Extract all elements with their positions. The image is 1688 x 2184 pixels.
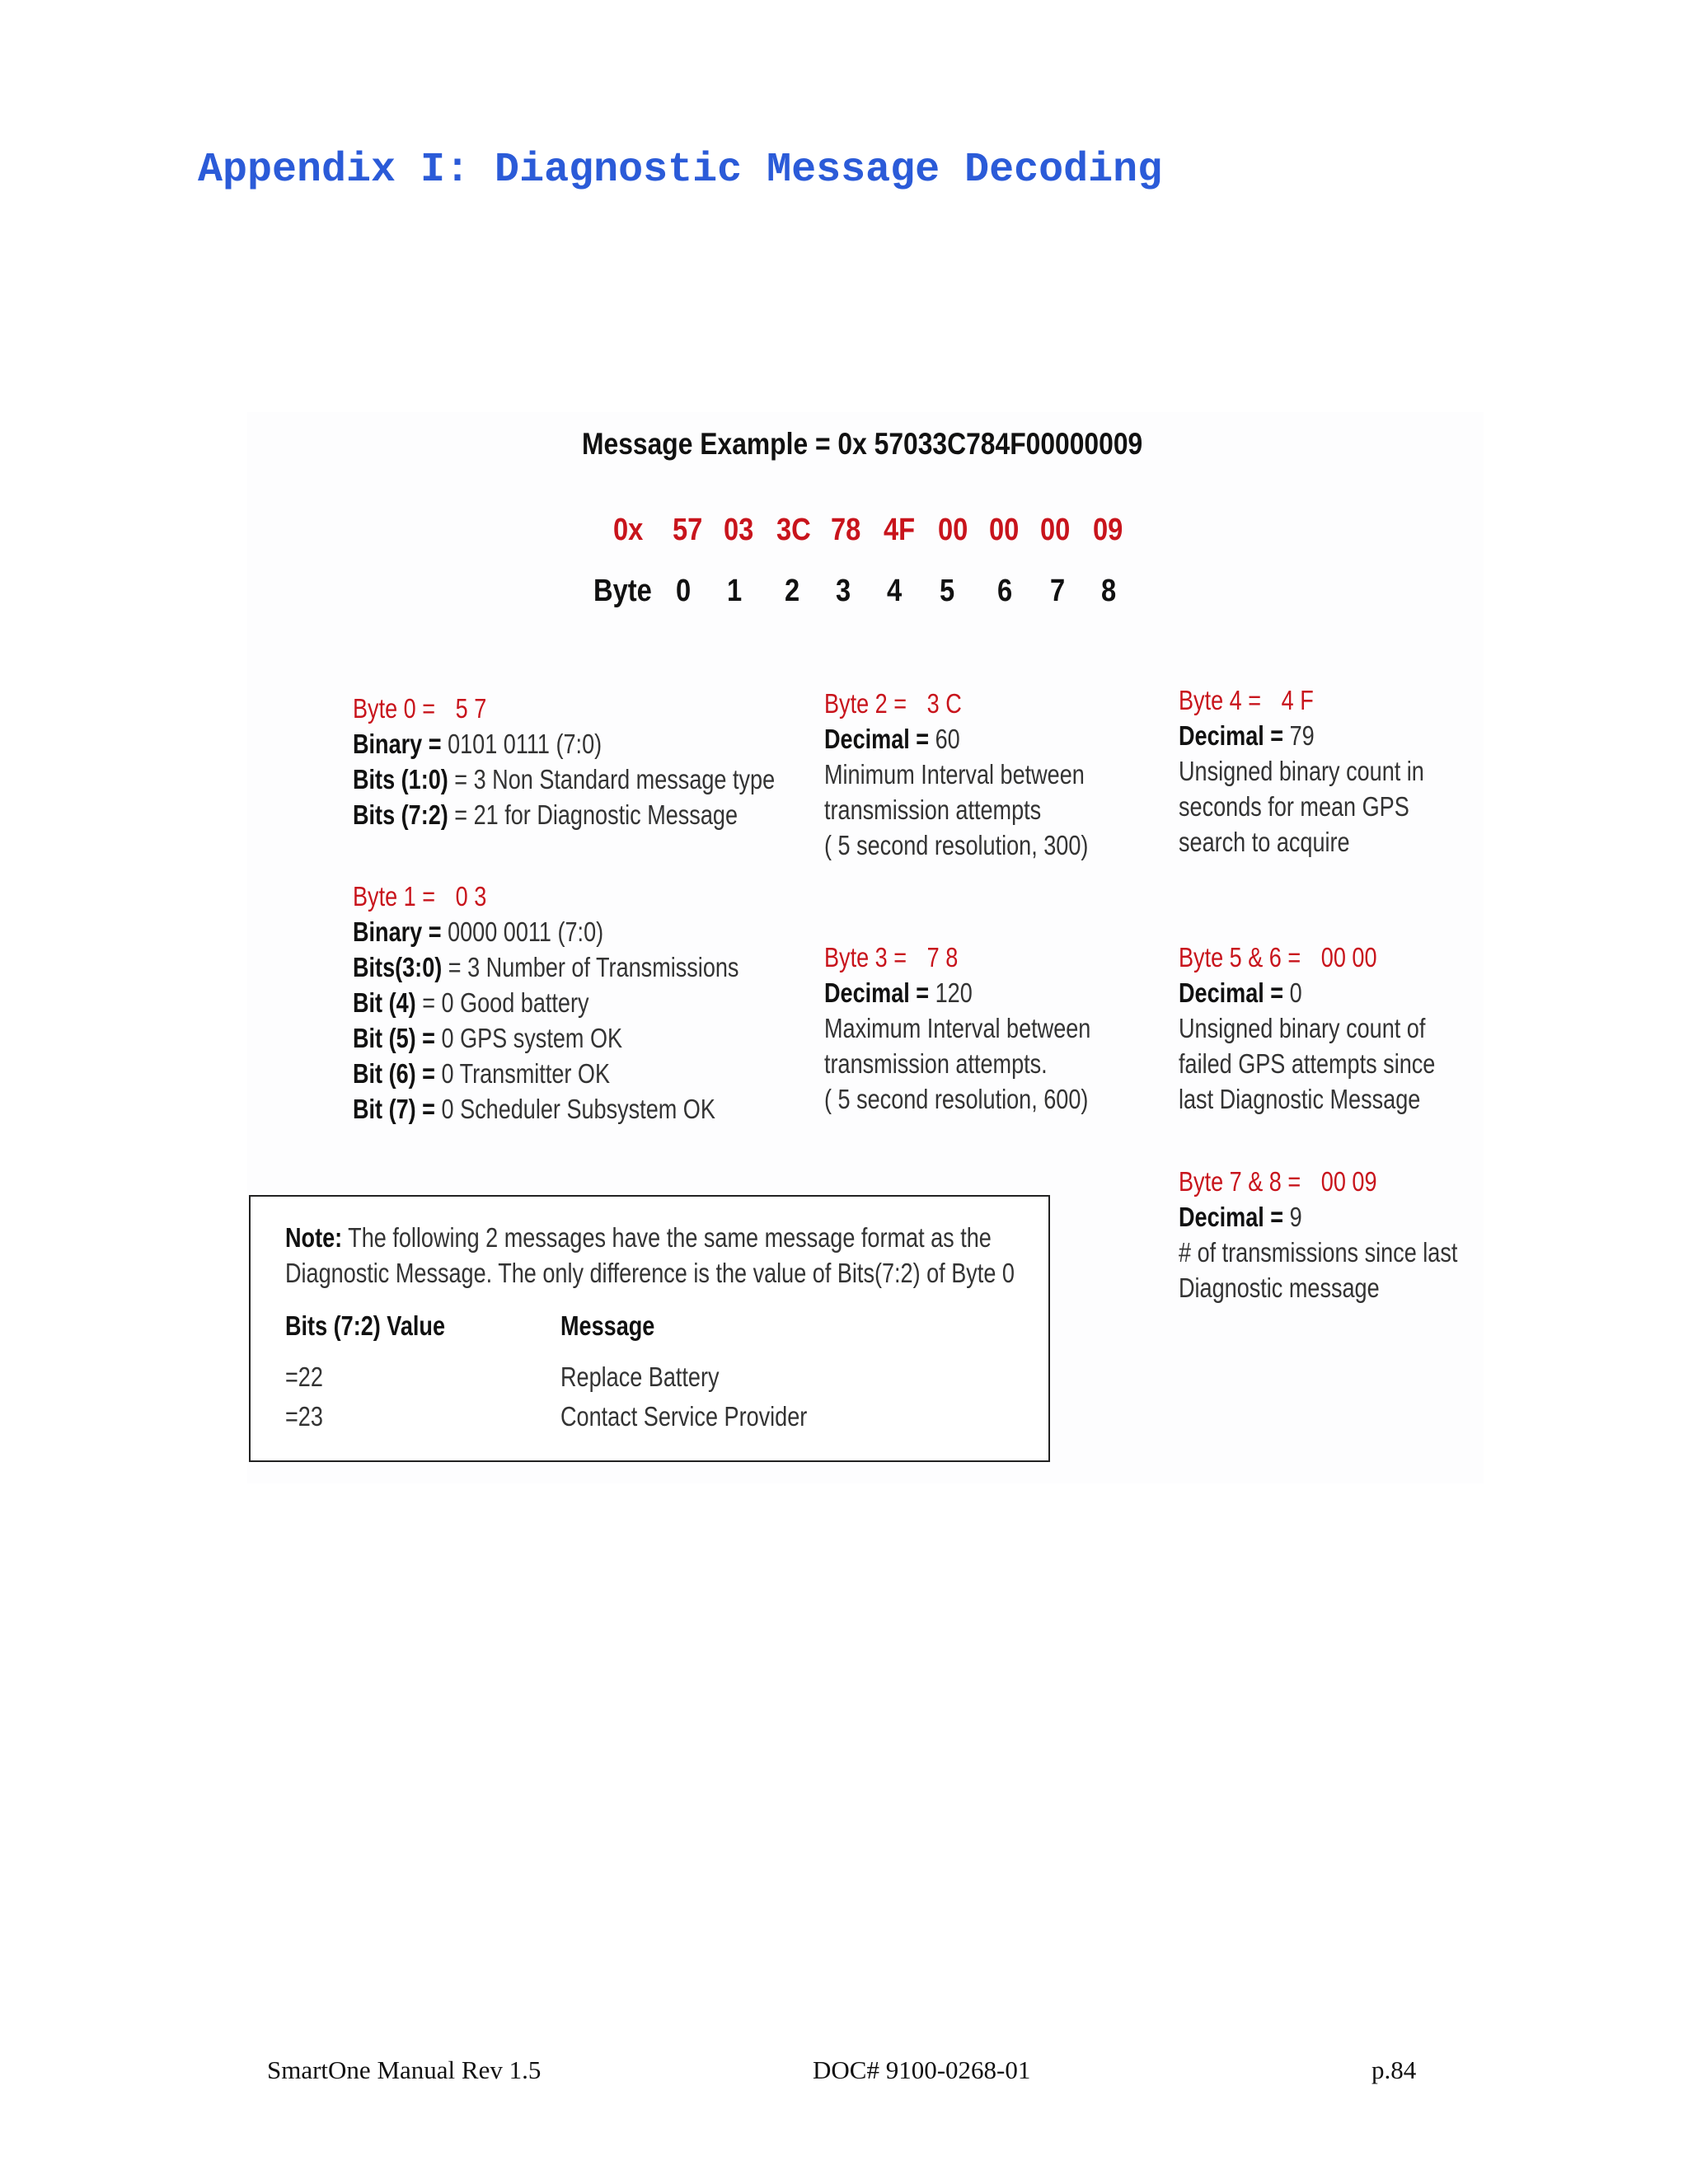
description-line: ( 5 second resolution, 600) bbox=[824, 1084, 1089, 1114]
byte-number: 3 bbox=[836, 574, 851, 608]
binary-label: Binary = bbox=[353, 729, 442, 759]
byte7-8-value: 00 09 bbox=[1320, 1166, 1377, 1197]
bit-text: = 0 Good battery bbox=[422, 987, 589, 1018]
bits-text: = 3 Number of Transmissions bbox=[448, 952, 739, 982]
decimal-value: 60 bbox=[935, 724, 960, 754]
decimal-label: Decimal = bbox=[1179, 720, 1284, 751]
binary-value: 0101 0111 (7:0) bbox=[448, 729, 603, 759]
description-line: Diagnostic message bbox=[1179, 1272, 1380, 1303]
decimal-value: 120 bbox=[935, 977, 973, 1008]
byte-number: 1 bbox=[727, 574, 743, 608]
byte5-6-label: Byte 5 & 6 = bbox=[1179, 942, 1301, 972]
bit-text: 0 Scheduler Subsystem OK bbox=[441, 1094, 715, 1124]
byte-number: 2 bbox=[785, 574, 800, 608]
description-line: Unsigned binary count in bbox=[1179, 756, 1424, 786]
byte2-value: 3 C bbox=[926, 688, 962, 719]
decimal-label: Decimal = bbox=[1179, 1202, 1284, 1232]
byte0-label: Byte 0 = bbox=[353, 693, 436, 724]
byte-number: 8 bbox=[1101, 574, 1117, 608]
byte4-value: 4 F bbox=[1281, 685, 1314, 715]
note-column-header: Message bbox=[560, 1310, 655, 1341]
hex-byte: 3C bbox=[776, 513, 811, 547]
note-text bbox=[285, 1220, 1015, 1291]
hex-byte: 03 bbox=[724, 513, 754, 547]
bits-label: Bits(3:0) bbox=[353, 952, 443, 982]
byte2-label: Byte 2 = bbox=[824, 688, 907, 719]
hex-byte: 00 bbox=[1040, 513, 1071, 547]
hex-byte: 09 bbox=[1093, 513, 1123, 547]
byte-number: 7 bbox=[1050, 574, 1066, 608]
byte4-label: Byte 4 = bbox=[1179, 685, 1262, 715]
description-line: ( 5 second resolution, 300) bbox=[824, 830, 1089, 860]
note-box bbox=[249, 1195, 1050, 1462]
note-line: Diagnostic Message. The only difference is the value of Bits(7:2) of Byte 0 bbox=[285, 1258, 1015, 1288]
footer-manual-revision: SmartOne Manual Rev 1.5 bbox=[267, 2055, 542, 2084]
description-line: # of transmissions since last bbox=[1179, 1237, 1458, 1268]
binary-label: Binary = bbox=[353, 916, 442, 947]
decimal-label: Decimal = bbox=[824, 977, 930, 1008]
byte7-8-label: Byte 7 & 8 = bbox=[1179, 1166, 1301, 1197]
note-row-message: Contact Service Provider bbox=[560, 1401, 808, 1432]
binary-value: 0000 0011 (7:0) bbox=[448, 916, 604, 947]
message-example-title: Message Example = 0x 57033C784F00000009 bbox=[582, 427, 1143, 461]
byte1-decoding bbox=[353, 879, 738, 1127]
note-column-header: Bits (7:2) Value bbox=[285, 1310, 445, 1341]
bits-label: Bits (1:0) bbox=[353, 764, 448, 794]
decimal-value: 9 bbox=[1289, 1202, 1302, 1232]
byte0-decoding bbox=[353, 691, 775, 832]
byte-label: Byte bbox=[593, 574, 652, 608]
note-row-value: =23 bbox=[285, 1401, 323, 1432]
byte3-decoding bbox=[824, 940, 1090, 1117]
bit-label: Bit (7) = bbox=[353, 1094, 435, 1124]
hex-prefix: 0x bbox=[613, 513, 644, 547]
hex-byte: 57 bbox=[673, 513, 703, 547]
hex-byte: 00 bbox=[989, 513, 1020, 547]
description-line: last Diagnostic Message bbox=[1179, 1084, 1421, 1114]
bit-label: Bit (6) = bbox=[353, 1058, 435, 1089]
byte4-decoding bbox=[1179, 682, 1424, 860]
bits-text: = 3 Non Standard message type bbox=[454, 764, 776, 794]
description-line: transmission attempts. bbox=[824, 1048, 1048, 1079]
footer-page-number: p.84 bbox=[1372, 2055, 1417, 2084]
byte3-value: 7 8 bbox=[926, 942, 959, 972]
description-line: Maximum Interval between bbox=[824, 1013, 1091, 1043]
byte1-label: Byte 1 = bbox=[353, 881, 436, 912]
byte0-value: 5 7 bbox=[455, 693, 487, 724]
footer-doc-number: DOC# 9100-0268-01 bbox=[813, 2055, 1031, 2084]
byte-number: 6 bbox=[997, 574, 1013, 608]
note-row-value: =22 bbox=[285, 1361, 323, 1392]
appendix-heading: Appendix I: Diagnostic Message Decoding bbox=[198, 147, 1163, 194]
hex-byte: 4F bbox=[884, 513, 916, 547]
description-line: Minimum Interval between bbox=[824, 759, 1085, 790]
description-line: transmission attempts bbox=[824, 794, 1042, 825]
bit-label: Bit (4) bbox=[353, 987, 416, 1018]
decimal-label: Decimal = bbox=[824, 724, 930, 754]
byte-number: 4 bbox=[887, 574, 903, 608]
note-label: Note: bbox=[285, 1222, 343, 1253]
byte3-label: Byte 3 = bbox=[824, 942, 907, 972]
note-line: The following 2 messages have the same message format as the bbox=[348, 1222, 992, 1253]
byte1-value: 0 3 bbox=[455, 881, 487, 912]
description-line: failed GPS attempts since bbox=[1179, 1048, 1436, 1079]
decimal-value: 0 bbox=[1289, 977, 1302, 1008]
description-line: seconds for mean GPS bbox=[1179, 791, 1409, 822]
bit-label: Bit (5) = bbox=[353, 1023, 435, 1053]
decimal-value: 79 bbox=[1289, 720, 1315, 751]
byte2-decoding bbox=[824, 686, 1088, 863]
bits-label: Bits (7:2) bbox=[353, 799, 448, 830]
byte5-6-decoding bbox=[1179, 940, 1435, 1117]
byte7-8-decoding bbox=[1179, 1164, 1457, 1305]
description-line: search to acquire bbox=[1179, 827, 1350, 857]
note-row-message: Replace Battery bbox=[560, 1361, 720, 1392]
byte5-6-value: 00 00 bbox=[1320, 942, 1377, 972]
hex-byte: 00 bbox=[938, 513, 968, 547]
description-line: Unsigned binary count of bbox=[1179, 1013, 1426, 1043]
hex-byte: 78 bbox=[831, 513, 861, 547]
byte-number: 5 bbox=[940, 574, 955, 608]
byte-number: 0 bbox=[676, 574, 692, 608]
bits-text: = 21 for Diagnostic Message bbox=[454, 799, 738, 830]
bit-text: 0 GPS system OK bbox=[441, 1023, 623, 1053]
decimal-label: Decimal = bbox=[1179, 977, 1284, 1008]
bit-text: 0 Transmitter OK bbox=[441, 1058, 611, 1089]
